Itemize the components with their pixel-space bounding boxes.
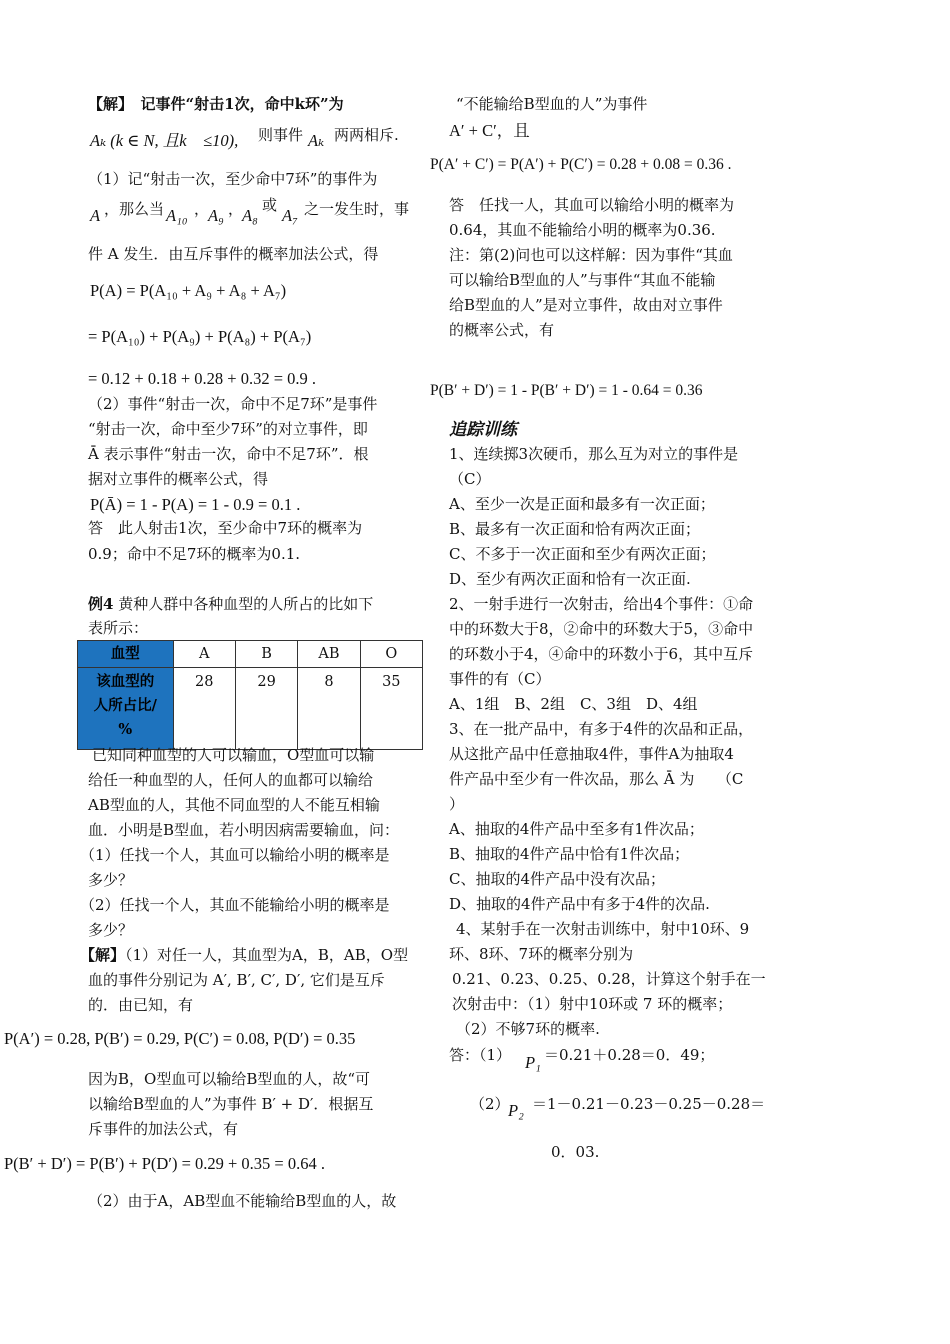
text-line: 已知同种血型的人可以输血，O型血可以输 (92, 746, 375, 764)
question-line: 4、某射手在一次射击训练中，射中10环、9 (456, 920, 750, 938)
table-row-label (78, 668, 174, 750)
math-inline: Aₖ (308, 131, 325, 150)
text-line: 0.9；命中不足7环的概率为0.1. (88, 545, 301, 563)
answer-choice: （C） (449, 470, 491, 488)
text-line: 黄种人群中各种血型的人所占的比如下 (118, 595, 374, 613)
question-line: 从这批产品中任意抽取4件，事件A为抽取4 (449, 745, 734, 763)
question-line: 的环数小于4，④命中的环数小于6，其中互斥 (449, 645, 754, 663)
option-line: A、抽取的4件产品中至多有1件次品； (449, 820, 704, 838)
text-line: 注：第(2)问也可以这样解：因为事件“其血 (449, 246, 733, 264)
math-line: P(B′ + D′) = 1 - P(B′ + D′) = 1 - 0.64 = 0.36 (430, 382, 703, 399)
text-line: 给B型血的人”是对立事件，故由对立事件 (449, 296, 723, 314)
math-line: Aₖ (k ∈ N, 且k ≤10), (90, 131, 239, 150)
text-line: ，那么当 (104, 200, 165, 218)
text-line: （1）对任一人，其血型为A，B，AB，O型 (125, 946, 409, 964)
math-line: P(Ā) = 1 - P(A) = 1 - 0.9 = 0.1 . (90, 495, 301, 514)
text-line: 0.64，其血不能输给小明的概率为0.36. (449, 221, 716, 239)
solution-label: 【解】 (80, 946, 126, 964)
text-line: AB型血的人，其他不同血型的人不能互相输 (88, 796, 380, 814)
text-line: 可以输给B型血的人”与事件“其血不能输 (449, 271, 716, 289)
text-line: 答 任找一人，其血可以输给小明的概率为 (449, 196, 735, 214)
text-line: （1）任找一个人，其血可以输给小明的概率是 (80, 846, 390, 864)
section-heading: 追踪训练 (449, 420, 517, 440)
option-line: D、抽取的4件产品中有多于4件的次品. (449, 895, 710, 913)
row-label-line: % (118, 721, 133, 738)
text-line: 【解】 记事件“射击1次，命中k环”为 (88, 95, 344, 113)
table-header-cell: O (360, 641, 422, 668)
math-inline: A (90, 206, 101, 225)
text-line: 则事件 (258, 126, 304, 144)
answer-line: 0．03. (551, 1143, 600, 1161)
math-line: P(A′ + C′) = P(A′) + P(C′) = 0.28 + 0.08 = 0.36 . (430, 156, 732, 173)
option-line: A、1组 B、2组 C、3组 D、4组 (449, 695, 698, 713)
blood-type-table (77, 640, 423, 750)
math-line: = P(A₁₀) + P(A₉) + P(A₈) + P(A₇) (88, 327, 312, 346)
text-line: 的概率公式，有 (449, 321, 555, 339)
math-inline: A₉ (208, 206, 224, 225)
answer-line: （2） (470, 1095, 510, 1113)
question-line: 环、8环、7环的概率分别为 (449, 945, 634, 963)
math-line: P(A) = P(A₁₀ + A₉ + A₈ + A₇) (90, 281, 287, 300)
question-line: 1、连续掷3次硬币，那么互为对立的事件是 (449, 445, 739, 463)
table-header-cell: AB (298, 641, 360, 668)
text-line: 给任一种血型的人，任何人的血都可以输给 (88, 771, 374, 789)
text-line: （2）由于A，AB型血不能输给B型血的人，故 (88, 1192, 397, 1210)
text-line: 多少？ (88, 871, 134, 889)
math-inline: P₁ (525, 1053, 541, 1072)
question-line: 件产品中至少有一件次品，那么 Ā 为 （C (449, 770, 744, 788)
text-line: 答 此人射击1次，至少命中7环的概率为 (88, 519, 363, 537)
text-line: 斥事件的加法公式，有 (88, 1120, 239, 1138)
text-line: “射击一次，命中至少7环”的对立事件，即 (88, 420, 368, 438)
math-line: A′ + C′，且 (449, 121, 530, 140)
row-label-line: 人所占比/ (93, 697, 157, 714)
question-line: 2、一射手进行一次射击，给出4个事件：①命 (449, 595, 754, 613)
question-line: （2）不够7环的概率. (456, 1020, 600, 1038)
solution-label-line (88, 93, 344, 115)
math-line: P(B′ + D′) = P(B′) + P(D′) = 0.29 + 0.35 = 0.64 . (4, 1154, 325, 1173)
answer-line: ＝0.21＋0.28＝0．49； (544, 1046, 715, 1064)
option-line: B、抽取的4件产品中恰有1件次品； (449, 845, 690, 863)
text-line: ， (194, 200, 210, 218)
solution-line (80, 944, 408, 966)
text-line: （1）记“射击一次，至少命中7环”的事件为 (88, 170, 378, 188)
table-header-cell: 血型 (78, 641, 174, 668)
option-line: C、不多于一次正面和至少有两次正面； (449, 545, 716, 563)
text-line: 以输给B型血的人”为事件 B′ + D′．根据互 (88, 1095, 374, 1113)
text-line: 多少？ (88, 921, 134, 939)
table-row (78, 668, 423, 750)
text-line: 之一发生时，事 (304, 200, 410, 218)
text-line: 据对立事件的概率公式，得 (88, 470, 269, 488)
math-inline: A₁₀ (166, 206, 188, 225)
question-line: 0.21、0.23、0.25、0.28，计算这个射手在一 (452, 970, 766, 988)
math-line: = 0.12 + 0.18 + 0.28 + 0.32 = 0.9 . (88, 369, 317, 388)
math-inline: A₇ (282, 206, 298, 225)
text-line: （2）事件“射击一次，命中不足7环”是事件 (88, 395, 378, 413)
text-line: Ā 表示事件“射击一次，命中不足7环”．根 (88, 445, 369, 463)
table-header-cell: B (235, 641, 297, 668)
math-inline: P₂ (508, 1101, 524, 1120)
text-line: 的．由已知，有 (88, 996, 194, 1014)
option-line: A、至少一次是正面和最多有一次正面； (449, 495, 715, 513)
table-cell: 29 (235, 668, 297, 750)
question-line: 次射击中：（1）射中10环或 7 环的概率； (452, 995, 733, 1013)
option-line: B、最多有一次正面和恰有两次正面； (449, 520, 701, 538)
table-cell: 8 (298, 668, 360, 750)
example-number: 例4 (88, 595, 114, 613)
option-line: C、抽取的4件产品中没有次品； (449, 870, 666, 888)
option-line: D、至少有两次正面和恰有一次正面. (449, 570, 691, 588)
text-line: 表所示： (88, 619, 149, 637)
question-line: 3、在一批产品中，有多于4件的次品和正品， (449, 720, 754, 738)
math-line: P(A′) = 0.28, P(B′) = 0.29, P(C′) = 0.08, P(D′) = 0.35 (4, 1029, 356, 1048)
text-line: 件 A 发生．由互斥事件的概率加法公式，得 (88, 245, 379, 263)
table-header-cell: A (173, 641, 235, 668)
math-inline: A₈ (242, 206, 258, 225)
question-line: ） (449, 795, 465, 813)
text-line: “不能输给B型血的人”为事件 (456, 95, 648, 113)
text-line: ， (228, 200, 244, 218)
text-line: 血的事件分别记为 A′, B′, C′, D′, 它们是互斥 (88, 971, 385, 989)
table-header-row (78, 641, 423, 668)
question-line: 事件的有（C） (449, 670, 551, 688)
text-line: 因为B，O型血可以输给B型血的人，故“可 (88, 1070, 371, 1088)
table-cell: 35 (360, 668, 422, 750)
answer-line: 答：（1） (449, 1046, 512, 1064)
row-label-line: 该血型的 (96, 673, 155, 690)
table-cell: 28 (173, 668, 235, 750)
text-line: 血．小明是B型血，若小明因病需要输血，问： (88, 821, 400, 839)
answer-line: ＝1－0.21－0.23－0.25－0.28＝ (532, 1095, 766, 1113)
example-heading (88, 593, 373, 615)
text-line: 两两相斥. (334, 126, 399, 144)
text-line: （2）任找一个人，其血不能输给小明的概率是 (80, 896, 390, 914)
text-line: 或 (262, 196, 278, 214)
question-line: 中的环数大于8，②命中的环数大于5，③命中 (449, 620, 754, 638)
